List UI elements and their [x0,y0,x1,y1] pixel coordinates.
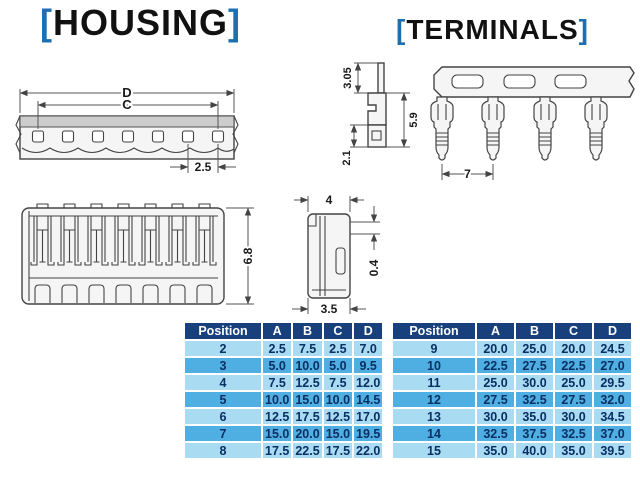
value-cell: 30.0 [555,409,592,424]
position-cell: 10 [393,358,475,373]
housing-section-title [40,2,241,44]
table-row-position-7 [185,426,382,441]
value-cell: 22.5 [555,358,592,373]
value-cell: 19.5 [356,426,381,441]
value-cell: 2.5 [324,341,352,356]
terminal-profile [368,63,386,147]
table-row-position-15 [393,443,631,458]
housing-side-body [308,214,350,298]
column-header-b: B [293,323,321,339]
shaded-top-band [20,116,234,127]
column-header-c: C [324,323,352,339]
value-cell: 10.0 [265,392,290,407]
position-cell: 3 [185,358,261,373]
table-row-position-12 [393,392,631,407]
value-cell: 35.0 [516,409,553,424]
position-cell: 2 [185,341,261,356]
value-cell: 22.5 [295,443,320,458]
table-row-position-3 [185,358,382,373]
dim-label-height: 6.8 [241,247,255,265]
dim-label-3-05: 3.05 [342,67,354,89]
housing-front-body [22,204,224,304]
column-header-d: D [594,323,631,339]
dim-label-D: D [122,85,132,100]
value-cell: 20.0 [477,341,514,356]
position-cell: 5 [185,392,261,407]
value-cell: 17.5 [325,443,351,458]
position-cell: 7 [185,426,261,441]
value-cell: 25.0 [516,341,553,356]
dim-label-pitch: 2.5 [194,160,212,174]
value-cell: 27.5 [555,392,592,407]
value-cell: 37.5 [516,426,553,441]
table-row-position-8 [185,443,382,458]
value-cell: 35.0 [477,443,514,458]
value-cell: 22.5 [477,358,514,373]
value-cell: 7.5 [293,341,321,356]
value-cell: 14.5 [356,392,381,407]
dim-label-lip: 0.4 [367,259,381,277]
position-cell: 15 [393,443,475,458]
position-cell: 13 [393,409,475,424]
table-row-position-2 [185,341,382,356]
value-cell: 37.0 [594,426,631,441]
value-cell: 7.0 [354,341,382,356]
table-row-position-14 [393,426,631,441]
dim-label-5-9: 5.9 [408,112,420,128]
terminal [534,97,556,160]
value-cell: 30.0 [516,375,553,390]
value-cell: 17.5 [265,443,290,458]
table-row-position-10 [393,358,631,373]
close-bracket: ] [578,14,589,45]
value-cell: 35.0 [555,443,592,458]
terminal [482,97,504,160]
dimension-profile-height [386,93,420,147]
housing-front-view-drawing [12,192,262,317]
terminal-strip [431,67,634,160]
column-header-position: Position [185,323,261,339]
value-cell: 24.5 [594,341,631,356]
dim-label-2-1: 2.1 [341,150,353,166]
value-cell: 20.0 [555,341,592,356]
housing-strip-body [16,116,238,159]
dimension-profile-bottom [341,125,368,166]
positions-9-15-table [391,321,633,460]
column-header-a: A [263,323,291,339]
value-cell: 39.5 [594,443,631,458]
housing-side-view-drawing [276,188,396,320]
terminals-section-title [396,14,589,46]
position-cell: 14 [393,426,475,441]
value-cell: 32.5 [477,426,514,441]
value-cell: 10.0 [325,392,351,407]
value-cell: 32.0 [594,392,631,407]
terminals-title-text: TERMINALS [406,14,579,45]
value-cell: 17.5 [295,409,320,424]
value-cell: 29.5 [594,375,631,390]
positions-2-8-table [183,321,384,460]
value-cell: 27.0 [594,358,631,373]
position-cell: 8 [185,443,261,458]
value-cell: 9.5 [354,358,382,373]
value-cell: 17.0 [356,409,381,424]
position-cell: 4 [185,375,261,390]
position-cell: 11 [393,375,475,390]
close-bracket: ] [228,2,242,43]
position-cell: 9 [393,341,475,356]
value-cell: 15.0 [265,426,290,441]
housing-title-text: HOUSING [53,2,229,43]
table-row-position-13 [393,409,631,424]
value-cell: 10.0 [295,358,320,373]
value-cell: 12.0 [356,375,381,390]
column-header-c: C [555,323,592,339]
column-header-d: D [354,323,382,339]
open-bracket: [ [40,2,53,43]
terminal [431,97,453,160]
value-cell: 32.5 [555,426,592,441]
value-cell: 40.0 [516,443,553,458]
dimension-lip [350,206,381,276]
value-cell: 27.5 [477,392,514,407]
column-header-b: B [516,323,553,339]
value-cell: 5.0 [324,358,352,373]
value-cell: 12.5 [295,375,320,390]
value-cell: 20.0 [295,426,320,441]
value-cell: 22.0 [356,443,381,458]
value-cell: 12.5 [265,409,290,424]
open-bracket: [ [396,14,407,45]
table-row-position-11 [393,375,631,390]
value-cell: 25.0 [477,375,514,390]
terminal [585,97,607,160]
dim-label-C: C [122,97,132,112]
position-cell: 6 [185,409,261,424]
table-row-position-5 [185,392,382,407]
value-cell: 27.5 [516,358,553,373]
value-cell: 12.5 [325,409,351,424]
value-cell: 7.5 [324,375,352,390]
value-cell: 15.0 [325,426,351,441]
value-cell: 2.5 [263,341,291,356]
dimension-profile-top [342,63,378,93]
value-cell: 5.0 [263,358,291,373]
table-header-row [185,323,382,339]
dim-label-7: 7 [464,167,471,181]
column-header-position: Position [393,323,475,339]
value-cell: 25.0 [555,375,592,390]
dimension-top-width [294,193,364,212]
dim-label-bottom-width: 3.5 [320,302,338,316]
dimension-height [226,208,255,304]
table-row-position-6 [185,409,382,424]
value-cell: 32.5 [516,392,553,407]
housing-top-view-drawing [12,79,242,184]
table-row-position-4 [185,375,382,390]
terminals-drawing [338,55,638,185]
table-header-row [393,323,631,339]
column-header-a: A [477,323,514,339]
dimension-bottom-width [292,298,366,316]
value-cell: 7.5 [263,375,291,390]
value-cell: 15.0 [295,392,320,407]
position-cell: 12 [393,392,475,407]
value-cell: 30.0 [477,409,514,424]
dim-label-top-width: 4 [325,193,333,207]
table-row-position-9 [393,341,631,356]
dimension-strip-pitch [442,164,493,181]
value-cell: 34.5 [594,409,631,424]
